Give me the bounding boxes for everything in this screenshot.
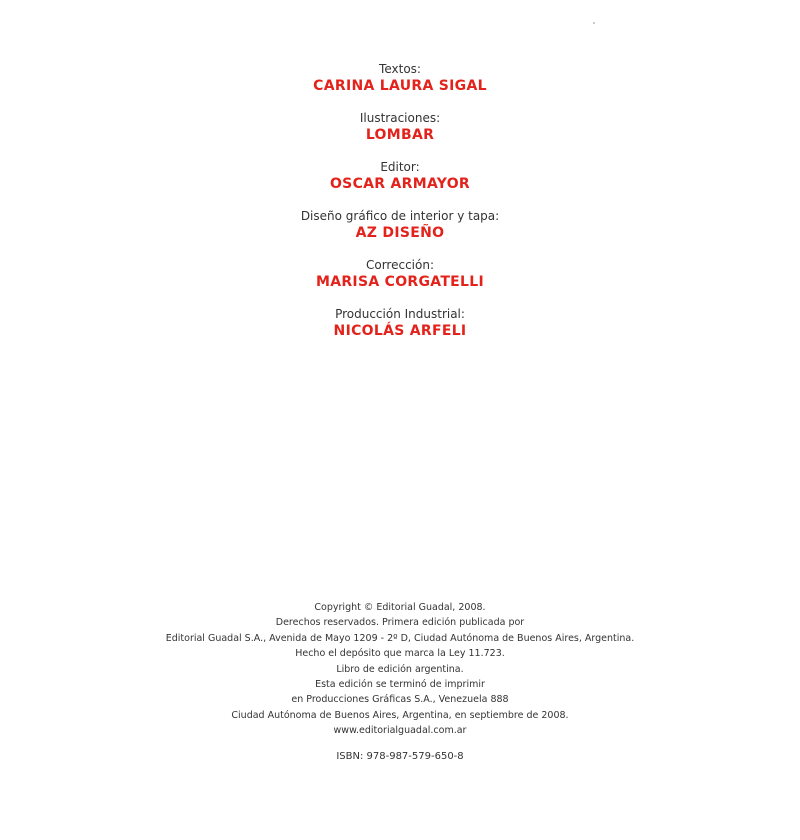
- credit-name: OSCAR ARMAYOR: [329, 176, 470, 192]
- copyright-colophon: [0, 600, 800, 764]
- credit-name: CARINA LAURA SIGAL: [313, 78, 487, 94]
- rights-line: Derechos reservados. Primera edición publicada por: [275, 617, 525, 629]
- credit-design: [0, 209, 800, 243]
- credit-label: Producción Industrial:: [335, 307, 465, 321]
- credit-label: Editor:: [380, 160, 420, 174]
- credit-name: NICOLÁS ARFELI: [333, 323, 467, 339]
- website-url: www.editorialguadal.com.ar: [333, 725, 467, 737]
- credit-label: Ilustraciones:: [359, 111, 441, 125]
- credit-texts: [0, 62, 800, 96]
- credit-label: Corrección:: [365, 258, 434, 272]
- credit-editor: [0, 160, 800, 194]
- isbn-number: ISBN: 978-987-579-650-8: [336, 750, 464, 762]
- credit-label: Diseño gráfico de interior y tapa:: [300, 209, 500, 223]
- legal-deposit-line: Hecho el depósito que marca la Ley 11.723.: [295, 648, 505, 660]
- credit-name: MARISA CORGATELLI: [315, 274, 484, 290]
- print-speck: [593, 22, 595, 24]
- printing-line: Esta edición se terminó de imprimir: [315, 679, 485, 691]
- print-location-date-line: Ciudad Autónoma de Buenos Aires, Argentina, en septiembre de 2008.: [231, 709, 569, 721]
- printer-line: en Producciones Gráficas S.A., Venezuela 888: [291, 694, 509, 706]
- publisher-address-line: Editorial Guadal S.A., Avenida de Mayo 1209 - 2º D, Ciudad Autónoma de Buenos Aires, Argentina.: [165, 632, 635, 644]
- edition-origin-line: Libro de edición argentina.: [336, 663, 464, 675]
- credits-section: [0, 62, 800, 356]
- credit-name: LOMBAR: [365, 127, 435, 143]
- credit-label: Textos:: [379, 62, 421, 76]
- copyright-line: Copyright © Editorial Guadal, 2008.: [314, 602, 486, 613]
- credit-illustrations: [0, 111, 800, 145]
- credit-production: [0, 307, 800, 341]
- credit-correction: [0, 258, 800, 292]
- credit-name: AZ DISEÑO: [355, 225, 445, 241]
